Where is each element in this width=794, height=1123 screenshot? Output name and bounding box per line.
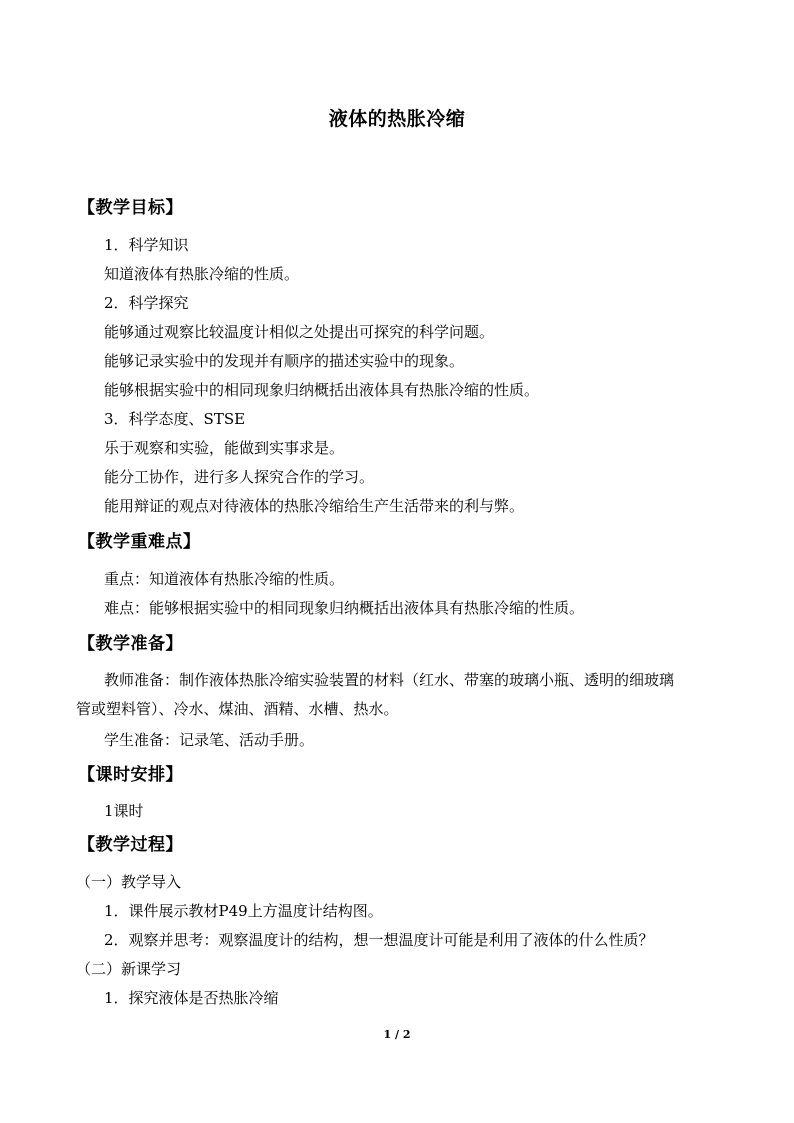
- document-title: 液体的热胀冷缩: [328, 108, 466, 130]
- objectives-line: 3．科学态度、STSE: [104, 410, 246, 428]
- objectives-line: 1．科学知识: [104, 236, 189, 254]
- section-heading-key-points: 【教学重难点】: [78, 532, 201, 552]
- page-number: 1 / 2: [383, 1028, 411, 1041]
- objectives-line: 能分工协作，进行多人探究合作的学习。: [104, 468, 375, 486]
- preparation-line: 教师准备：制作液体热胀冷缩实验装置的材料（红水、带塞的玻璃小瓶、透明的细玻璃: [104, 671, 675, 689]
- objectives-line: 能够记录实验中的发现并有顺序的描述实验中的现象。: [104, 352, 465, 370]
- key-points-line: 重点：知道液体有热胀冷缩的性质。: [104, 570, 345, 588]
- preparation-line: 管或塑料管）、冷水、煤油、酒精、水槽、热水。: [76, 700, 399, 718]
- process-line: 1．探究液体是否热胀冷缩: [104, 989, 279, 1007]
- process-line: （二）新课学习: [76, 960, 182, 978]
- section-heading-objectives: 【教学目标】: [78, 198, 183, 218]
- process-line: 2．观察并思考：观察温度计的结构，想一想温度计可能是利用了液体的什么性质？: [104, 931, 654, 949]
- objectives-line: 乐于观察和实验，能做到实事求是。: [104, 439, 345, 457]
- schedule-line: 1课时: [104, 802, 144, 820]
- objectives-line: 能用辩证的观点对待液体的热胀冷缩给生产生活带来的利与弊。: [104, 497, 525, 515]
- objectives-line: 能够通过观察比较温度计相似之处提出可探究的科学问题。: [104, 323, 495, 341]
- process-line: （一）教学导入: [76, 873, 182, 891]
- objectives-line: 2．科学探究: [104, 294, 189, 312]
- section-heading-process: 【教学过程】: [78, 835, 183, 855]
- process-line: 1．课件展示教材P49上方温度计结构图。: [104, 902, 383, 920]
- section-heading-preparation: 【教学准备】: [78, 634, 183, 654]
- preparation-line: 学生准备：记录笔、活动手册。: [104, 731, 315, 749]
- objectives-line: 能够根据实验中的相同现象归纳概括出液体具有热胀冷缩的性质。: [104, 381, 540, 399]
- objectives-line: 知道液体有热胀冷缩的性质。: [104, 265, 300, 283]
- section-heading-schedule: 【课时安排】: [78, 765, 183, 785]
- key-points-line: 难点：能够根据实验中的相同现象归纳概括出液体具有热胀冷缩的性质。: [104, 599, 585, 617]
